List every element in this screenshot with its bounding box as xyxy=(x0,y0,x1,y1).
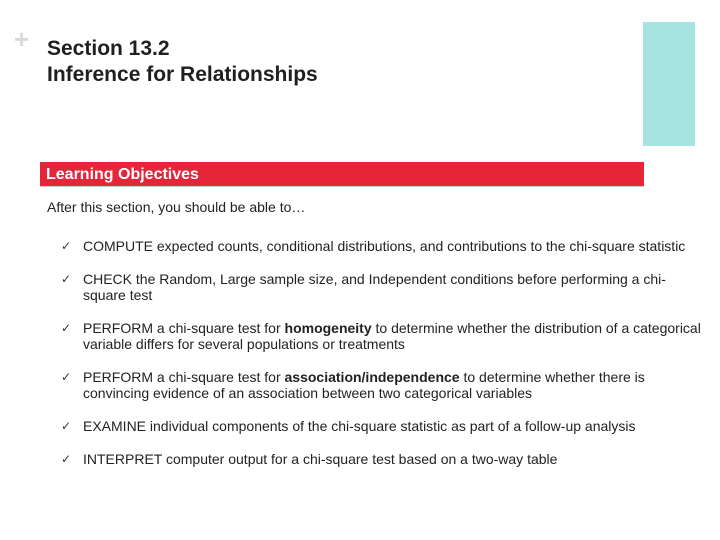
objectives-header: Learning Objectives xyxy=(40,162,644,186)
objective-text: a chi-square test for xyxy=(153,320,285,336)
objective-bold: homogeneity xyxy=(284,320,372,336)
objective-bold: association/independence xyxy=(284,369,460,385)
divider xyxy=(40,186,644,187)
checkmark-icon: ✓ xyxy=(61,419,72,433)
checkmark-icon: ✓ xyxy=(61,321,72,335)
objective-text: computer output for a chi-square test based on a two-way table xyxy=(162,451,558,467)
objective-text: individual components of the chi-square statistic as part of a follow-up analysis xyxy=(146,418,636,434)
checkmark-icon: ✓ xyxy=(61,239,72,253)
list-item xyxy=(61,451,701,467)
list-item xyxy=(61,369,701,401)
objective-text: expected counts, conditional distributions, and contributions to the chi-square statistic xyxy=(153,238,686,254)
accent-bar xyxy=(643,22,695,146)
checkmark-icon: ✓ xyxy=(61,452,72,466)
checkmark-icon: ✓ xyxy=(61,370,72,384)
objective-keyword: PERFORM xyxy=(83,369,153,385)
list-item xyxy=(61,271,701,303)
objective-text: the Random, Large sample size, and Independent conditions before performing a chi-square test xyxy=(83,271,666,303)
checkmark-icon: ✓ xyxy=(61,272,72,286)
list-item xyxy=(61,418,701,434)
objective-keyword: CHECK xyxy=(83,271,133,287)
objective-keyword: PERFORM xyxy=(83,320,153,336)
objective-text: a chi-square test for xyxy=(153,369,285,385)
objective-keyword: EXAMINE xyxy=(83,418,147,434)
section-name: Inference for Relationships xyxy=(47,63,318,86)
list-item xyxy=(61,238,701,254)
objective-keyword: INTERPRET xyxy=(83,451,163,467)
objective-text-tail: to determine whether the distribution of a categorical variable differs for several populations or treatments xyxy=(83,320,701,352)
slide-title xyxy=(47,36,318,88)
objective-text-tail: to determine whether there is convincing evidence of an association between two categorical variables xyxy=(83,369,645,401)
objectives-list xyxy=(61,238,701,484)
section-number: Section 13.2 xyxy=(47,37,170,60)
intro-text: After this section, you should be able to… xyxy=(47,199,306,215)
objective-keyword: COMPUTE xyxy=(83,238,153,254)
plus-icon: + xyxy=(14,24,30,54)
list-item xyxy=(61,320,701,352)
